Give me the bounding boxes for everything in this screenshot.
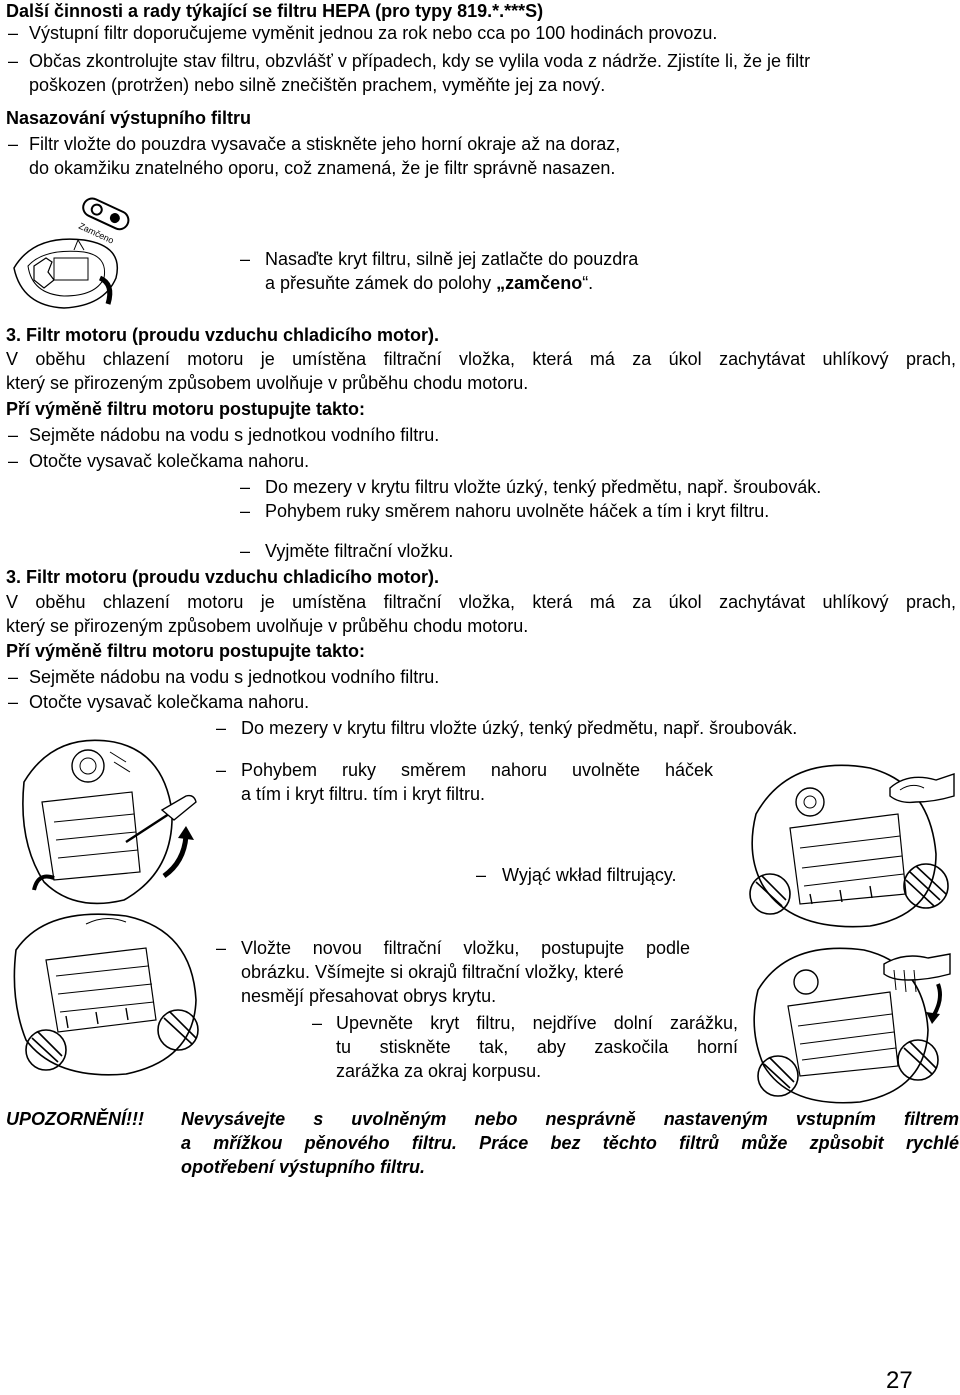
lock-label: Zamčeno [77, 220, 116, 246]
screwdriver-illustration [14, 722, 204, 912]
bullet-dash: – [8, 692, 19, 712]
filter-cover-illustration [4, 188, 164, 318]
bullet-dash: – [240, 501, 251, 521]
bullet-dash: – [8, 425, 19, 445]
motor-filter-paragraph-repeat-line-1: V oběhu chlazení motoru je umístěna filtrační vložka, která má za úkol zachytávat uhlíkový prach, [6, 592, 956, 612]
cover-close-illustration [744, 930, 954, 1110]
bullet-dash: – [8, 23, 19, 43]
hepa-bullet-2-line-2: poškozen (protržen) nebo silně znečištěn prachem, vyměňte jej za nový. [29, 75, 606, 95]
motor-step-repeat-6-line-2: obrázku. Všímejte si okrajů filtrační vložky, které [241, 962, 624, 982]
page-number: 27 [886, 1367, 913, 1394]
motor-step-repeat-6-line-3: nesmějí přesahovat obrys krytu. [241, 986, 497, 1006]
warning-line-3: opotřebení výstupního filtru. [181, 1157, 425, 1177]
motor-step-repeat-4-line-2: a tím i kryt filtru. tím i kryt filtru. [241, 784, 486, 804]
output-filter-bullet-1-line-1: Filtr vložte do pouzdra vysavače a stiskněte jeho horní okraje až na doraz, [29, 134, 621, 154]
motor-step-5: Vyjměte filtrační vložku. [265, 541, 454, 561]
hand-lift-illustration [740, 744, 956, 934]
bullet-dash: – [476, 865, 487, 885]
output-filter-bullet-2-line-2: a přesuňte zámek do polohy „zamčeno“. [265, 273, 594, 293]
motor-step-1: Sejměte nádobu na vodu s jednotkou vodního filtru. [29, 425, 440, 445]
motor-filter-paragraph-line-1: V oběhu chlazení motoru je umístěna filtrační vložka, která má za úkol zachytávat uhlíkový prach, [6, 349, 956, 369]
motor-step-3: Do mezery v krytu filtru vložte úzký, tenký předmětu, např. šroubovák. [265, 477, 822, 497]
bullet-dash: – [216, 938, 227, 958]
bullet-dash: – [240, 249, 251, 269]
filter-insert-illustration [6, 900, 206, 1080]
section-title-motor-filter: 3. Filtr motoru (proudu vzduchu chladicího motor). [6, 325, 439, 345]
warning-label: UPOZORNĚNÍ!!! [6, 1109, 144, 1129]
motor-step-2: Otočte vysavač kolečkama nahoru. [29, 451, 310, 471]
bullet-dash: – [8, 51, 19, 71]
section-title-motor-filter-repeat: 3. Filtr motoru (proudu vzduchu chladicího motor). [6, 567, 439, 587]
bullet-dash: – [312, 1013, 323, 1033]
hepa-bullet-2-line-1: Občas zkontrolujte stav filtru, obzvlášť v případech, kdy se vylila voda z nádrže. Zjistíte li, že je filtr [29, 51, 811, 71]
motor-step-4: Pohybem ruky směrem nahoru uvolněte háček a tím i kryt filtru. [265, 501, 770, 521]
motor-step-repeat-7-line-3: zarážka za okraj korpusu. [336, 1061, 542, 1081]
motor-step-repeat-1: Sejměte nádobu na vodu s jednotkou vodního filtru. [29, 667, 440, 687]
section-title-hepa: Další činnosti a rady týkající se filtru HEPA (pro typy 819.*.***S) [6, 1, 544, 21]
motor-step-repeat-5: Wyjąć wkład filtrujący. [502, 865, 677, 885]
bullet-dash: – [8, 451, 19, 471]
motor-step-repeat-3: Do mezery v krytu filtru vložte úzký, tenký předmětu, např. šroubovák. [241, 718, 798, 738]
lock-state-word: „zamčeno [496, 273, 583, 293]
motor-filter-subheading-repeat: Pří výměně filtru motoru postupujte takto: [6, 641, 366, 661]
output-filter-bullet-2-line-1: Nasaďte kryt filtru, silně jej zatlačte do pouzdra [265, 249, 639, 269]
bullet-dash: – [240, 541, 251, 561]
section-title-output-filter: Nasazování výstupního filtru [6, 108, 252, 128]
bullet-dash: – [8, 134, 19, 154]
motor-step-repeat-7-line-1: Upevněte kryt filtru, nejdříve dolní zarážku, [336, 1013, 738, 1033]
motor-step-repeat-2: Otočte vysavač kolečkama nahoru. [29, 692, 310, 712]
bullet-dash: – [240, 477, 251, 497]
bullet-dash: – [216, 760, 227, 780]
hepa-bullet-1: Výstupní filtr doporučujeme vyměnit jednou za rok nebo cca po 100 hodinách provozu. [29, 23, 718, 43]
output-filter-bullet-1-line-2: do okamžiku znatelného oporu, což znamená, že je filtr správně nasazen. [29, 158, 616, 178]
motor-step-repeat-4-line-1: Pohybem ruky směrem nahoru uvolněte háček [241, 760, 713, 780]
motor-step-repeat-7-line-2: tu stiskněte tak, aby zaskočila horní [336, 1037, 738, 1057]
motor-filter-paragraph-line-2: který se přirozeným způsobem uvolňuje v průběhu chodu motoru. [6, 373, 529, 393]
motor-step-repeat-6-line-1: Vložte novou filtrační vložku, postupujte podle [241, 938, 690, 958]
bullet-dash: – [216, 718, 227, 738]
warning-line-2: a mřížkou pěnového filtru. Práce bez těchto filtrů může způsobit rychlé [181, 1133, 959, 1153]
warning-line-1: Nevysávejte s uvolněným nebo nesprávně nastaveným vstupním filtrem [181, 1109, 959, 1129]
motor-filter-subheading: Pří výměně filtru motoru postupujte takto: [6, 399, 366, 419]
bullet-dash: – [8, 667, 19, 687]
motor-filter-paragraph-repeat-line-2: který se přirozeným způsobem uvolňuje v průběhu chodu motoru. [6, 616, 529, 636]
